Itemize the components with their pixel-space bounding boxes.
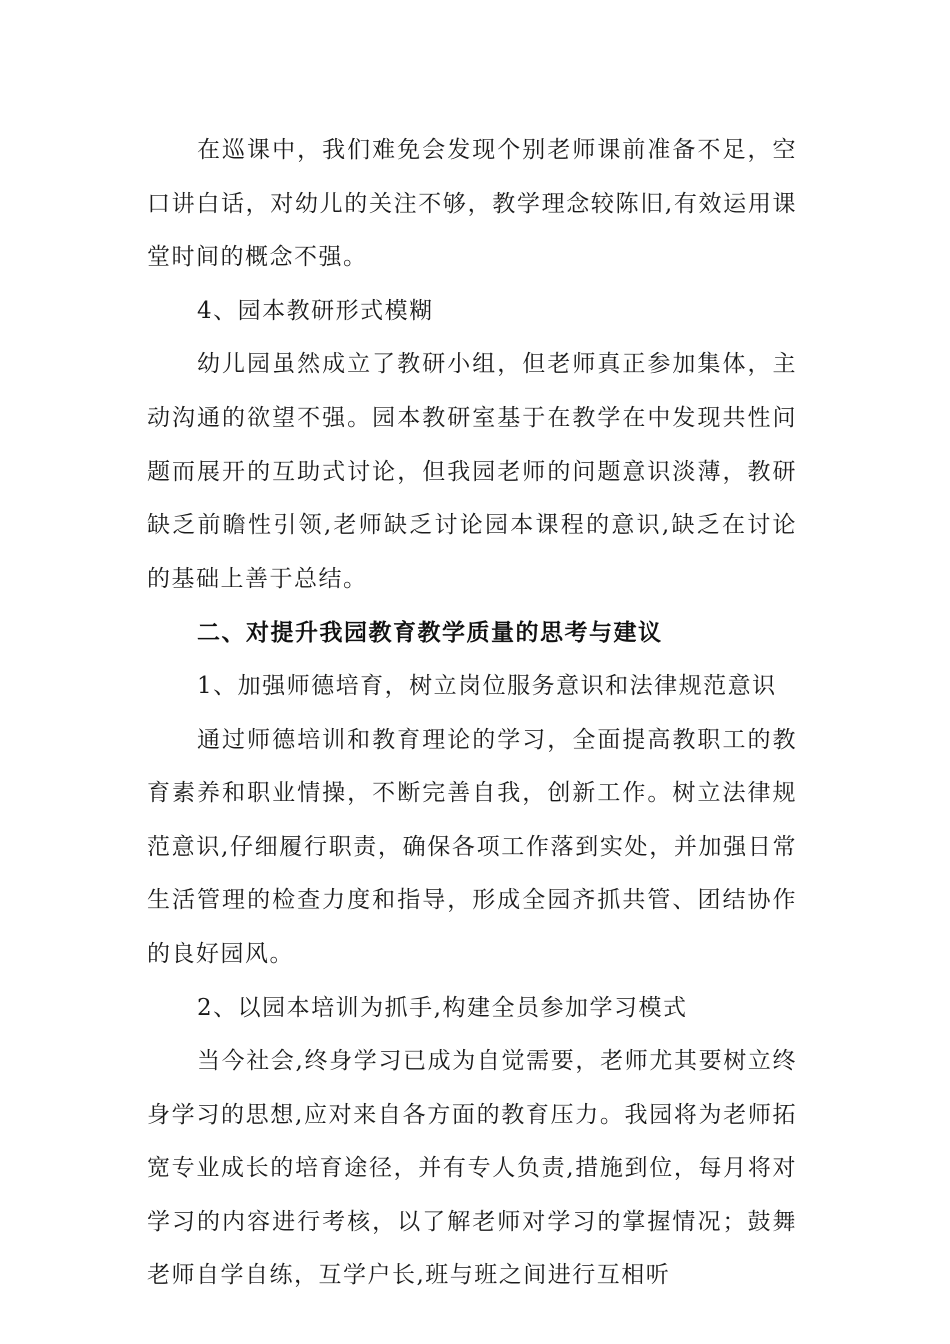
subheading-teaching-research: 4、园本教研形式模糊 [197, 297, 434, 324]
paragraph-research-group: 幼儿园虽然成立了教研小组，但老师真正参加集体，主动沟通的欲望不强。园本教研室基于在教学在中发现共性问题而展开的互助式讨论，但我园老师的问题意识淡薄，教研缺乏前瞻性引领,老师缺乏讨论园本课程的意识,缺乏在讨论的基础上善于总结。 [147, 351, 797, 592]
subheading-school-training: 2、以园本培训为抓手,构建全员参加学习模式 [197, 994, 688, 1021]
section-heading-suggestions: 二、对提升我园教育教学质量的思考与建议 [197, 619, 663, 647]
paragraph-ethics-training: 通过师德培训和教育理论的学习，全面提高教职工的教育素养和职业情操，不断完善自我，创新工作。树立法律规范意识,仔细履行职责，确保各项工作落到实处，并加强日常生活管理的检查力度和指导，形成全园齐抓共管、团结协作的良好园风。 [147, 726, 797, 967]
paragraph-lifelong-learning: 当今社会,终身学习已成为自觉需要，老师尤其要树立终身学习的思想,应对来自各方面的教育压力。我园将为老师拓宽专业成长的培育途径，并有专人负责,措施到位，每月将对学习的内容进行考核，以了解老师对学习的掌握情况；鼓舞老师自学自练，互学户长,班与班之间进行互相听 [147, 1048, 797, 1289]
subheading-ethics-training: 1、加强师德培育，树立岗位服务意识和法律规范意识 [197, 672, 777, 699]
paragraph-patrol-observation: 在巡课中，我们难免会发现个别老师课前准备不足，空口讲白话，对幼儿的关注不够，教学理念较陈旧,有效运用课堂时间的概念不强。 [147, 137, 797, 271]
document-body [147, 124, 797, 1303]
